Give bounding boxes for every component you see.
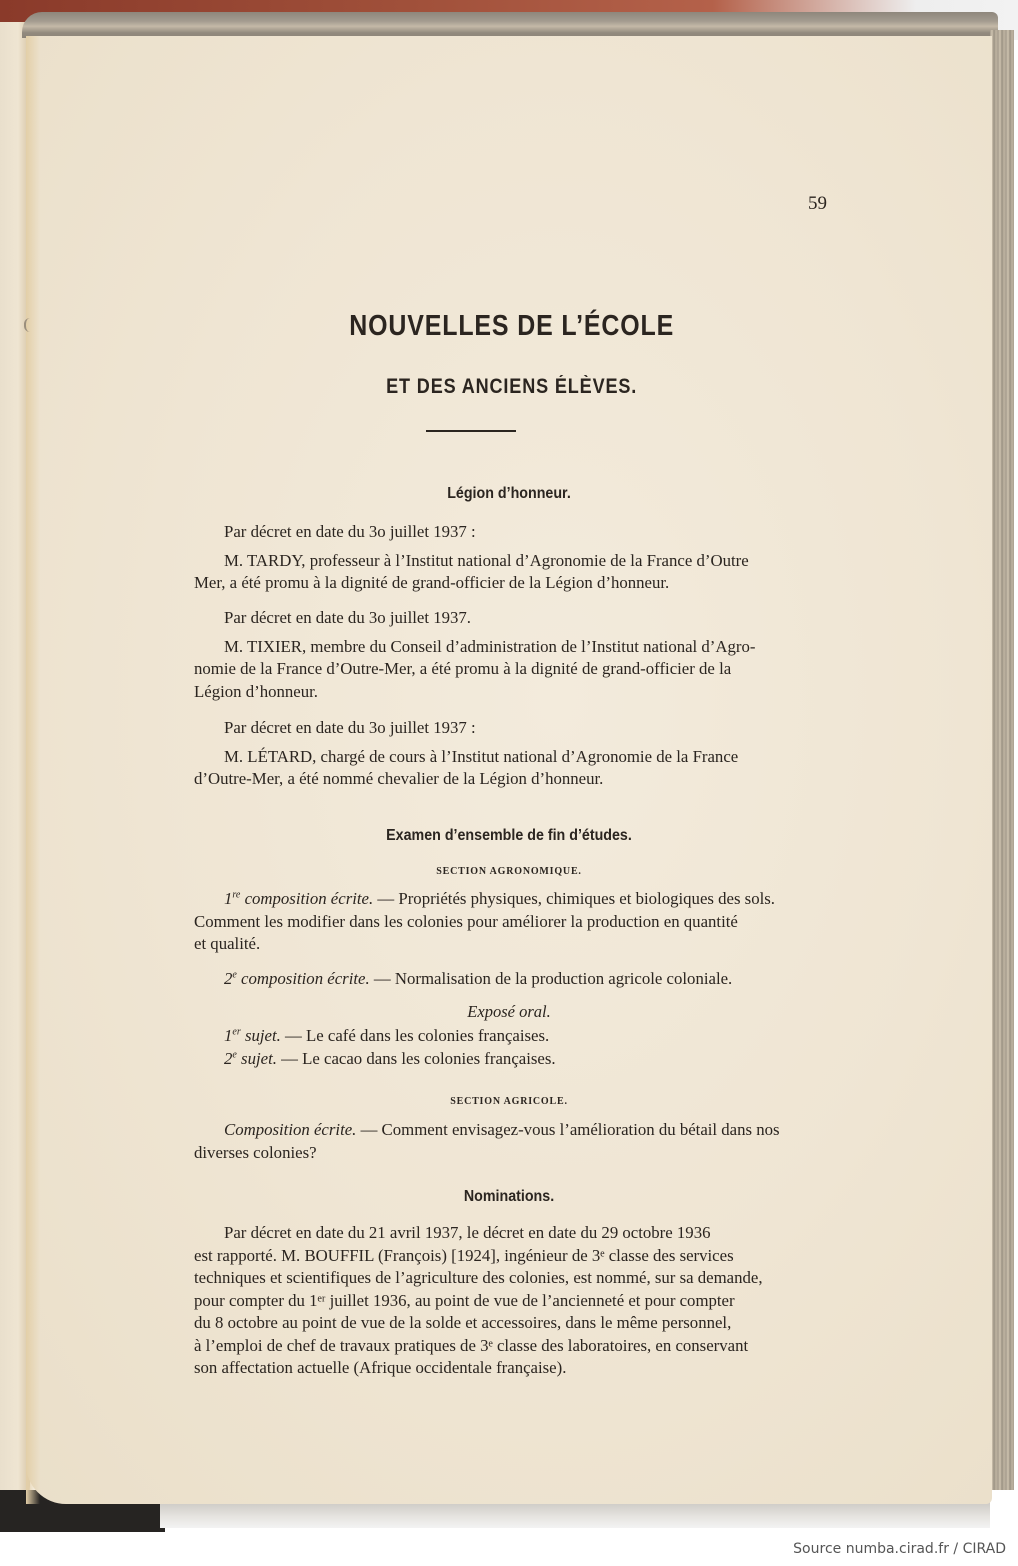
ordinal-suffix: e [232,1048,237,1060]
decree-line: Par décret en date du 3o juillet 1937 : [224,522,476,541]
body-line: Légion d’honneur. [194,681,318,701]
body-line: M. TIXIER, membre du Conseil d’administration de l’Institut national d’Agro- [224,636,756,656]
composition-label: Composition écrite. [224,1120,357,1139]
section-heading-nominations: Nominations. [463,1188,555,1205]
body-line: son affectation actuelle (Afrique occidentale française). [194,1358,567,1377]
decree-line: Par décret en date du 3o juillet 1937. [224,608,471,627]
subject-label: sujet. [244,1026,281,1045]
composition-text: — Normalisation de la production agricole coloniale. [373,969,733,988]
subject-text: — Le cacao dans les colonies françaises. [281,1048,556,1068]
oral-subjects [194,1025,834,1070]
page-stack-top-edge [22,12,998,38]
ordinal: 1 [224,889,233,908]
composition-label: composition écrite. [241,969,370,988]
body-line: d’Outre-Mer, a été nommé chevalier de la Légion d’honneur. [194,769,604,788]
body-line: Comment les modifier dans les colonies pour améliorer la production en quantité [194,911,738,931]
section-heading-legion: Légion d’honneur. [447,485,571,502]
composition-text: — Comment envisagez-vous l’amélioration du bétail dans nos [360,1120,780,1139]
body-line: du 8 octobre au point de vue de la solde et accessoires, dans le même personnel, [194,1313,732,1332]
composition-line [194,1119,834,1142]
subject-line [194,1048,834,1071]
body-line: pour compter du 1ᵉʳ juillet 1936, au point de vue de l’ancienneté et pour compter [194,1290,735,1310]
composition-line [194,888,834,911]
composition-line [194,968,834,991]
composition-label: composition écrite. [244,889,374,908]
ordinal-suffix: re [232,889,241,901]
body-line: techniques et scientifiques de l’agriculture des colonies, est nommé, sur sa demande, [194,1268,763,1287]
ordinal: 2 [224,969,233,988]
ordinal: 1 [224,1026,233,1045]
composition-text: — Propriétés physiques, chimiques et biologiques des sols. [377,889,775,908]
decree-line: Par décret en date du 3o juillet 1937 : [224,718,476,737]
page-subtitle: ET DES ANCIENS ÉLÈVES. [386,375,638,398]
page-stack-right-edge [990,30,1014,1490]
body-line: et qualité. [194,934,261,953]
gutter-shade [26,36,40,1504]
nominations-paragraph [194,1222,834,1380]
body-line: Mer, a été promu à la dignité de grand-officier de la Légion d’honneur. [194,573,670,592]
oral-heading: Exposé oral. [467,1002,551,1021]
page-bottom-shadow [160,1500,990,1528]
page-title: NOUVELLES DE L’ÉCOLE [349,310,675,342]
body-line: à l’emploi de chef de travaux pratiques de 3ᵉ classe des laboratoires, en conservant [194,1335,749,1355]
book-page [26,36,992,1504]
body-line: nomie de la France d’Outre-Mer, a été promu à la dignité de grand-officier de la [194,659,732,678]
agronomique-composition-2 [194,968,834,991]
source-credit: Source numba.cirad.fr / CIRAD [793,1541,1006,1557]
page-number: 59 [808,193,827,214]
agronomique-composition-1 [194,888,834,956]
body-line: est rapporté. M. BOUFFIL (François) [1924], ingénieur de 3ᵉ classe des services [194,1245,734,1265]
margin-mark [24,318,30,332]
subject-text: — Le café dans les colonies françaises. [285,1026,550,1045]
section-heading-examen: Examen d’ensemble de fin d’études. [386,827,632,844]
agricole-composition [194,1119,834,1164]
body-line: diverses colonies? [194,1142,317,1162]
body-line: M. LÉTARD, chargé de cours à l’Institut national d’Agronomie de la France [224,746,739,766]
subsection-label-agronomique: SECTION AGRONOMIQUE. [436,866,582,877]
ordinal-suffix: e [232,969,237,981]
legion-entry-tixier [194,607,834,703]
ordinal: 2 [224,1048,233,1068]
ordinal-suffix: er [232,1026,241,1038]
subject-line [194,1025,834,1048]
subsection-label-agricole: SECTION AGRICOLE. [450,1096,568,1107]
body-line: M. TARDY, professeur à l’Institut national d’Agronomie de la France d’Outre [224,550,749,570]
subject-label: sujet. [241,1048,277,1068]
legion-entry-tardy [194,521,834,595]
title-divider [426,430,516,432]
legion-entry-letard [194,717,834,791]
body-line: Par décret en date du 21 avril 1937, le décret en date du 29 octobre 1936 [224,1223,711,1242]
